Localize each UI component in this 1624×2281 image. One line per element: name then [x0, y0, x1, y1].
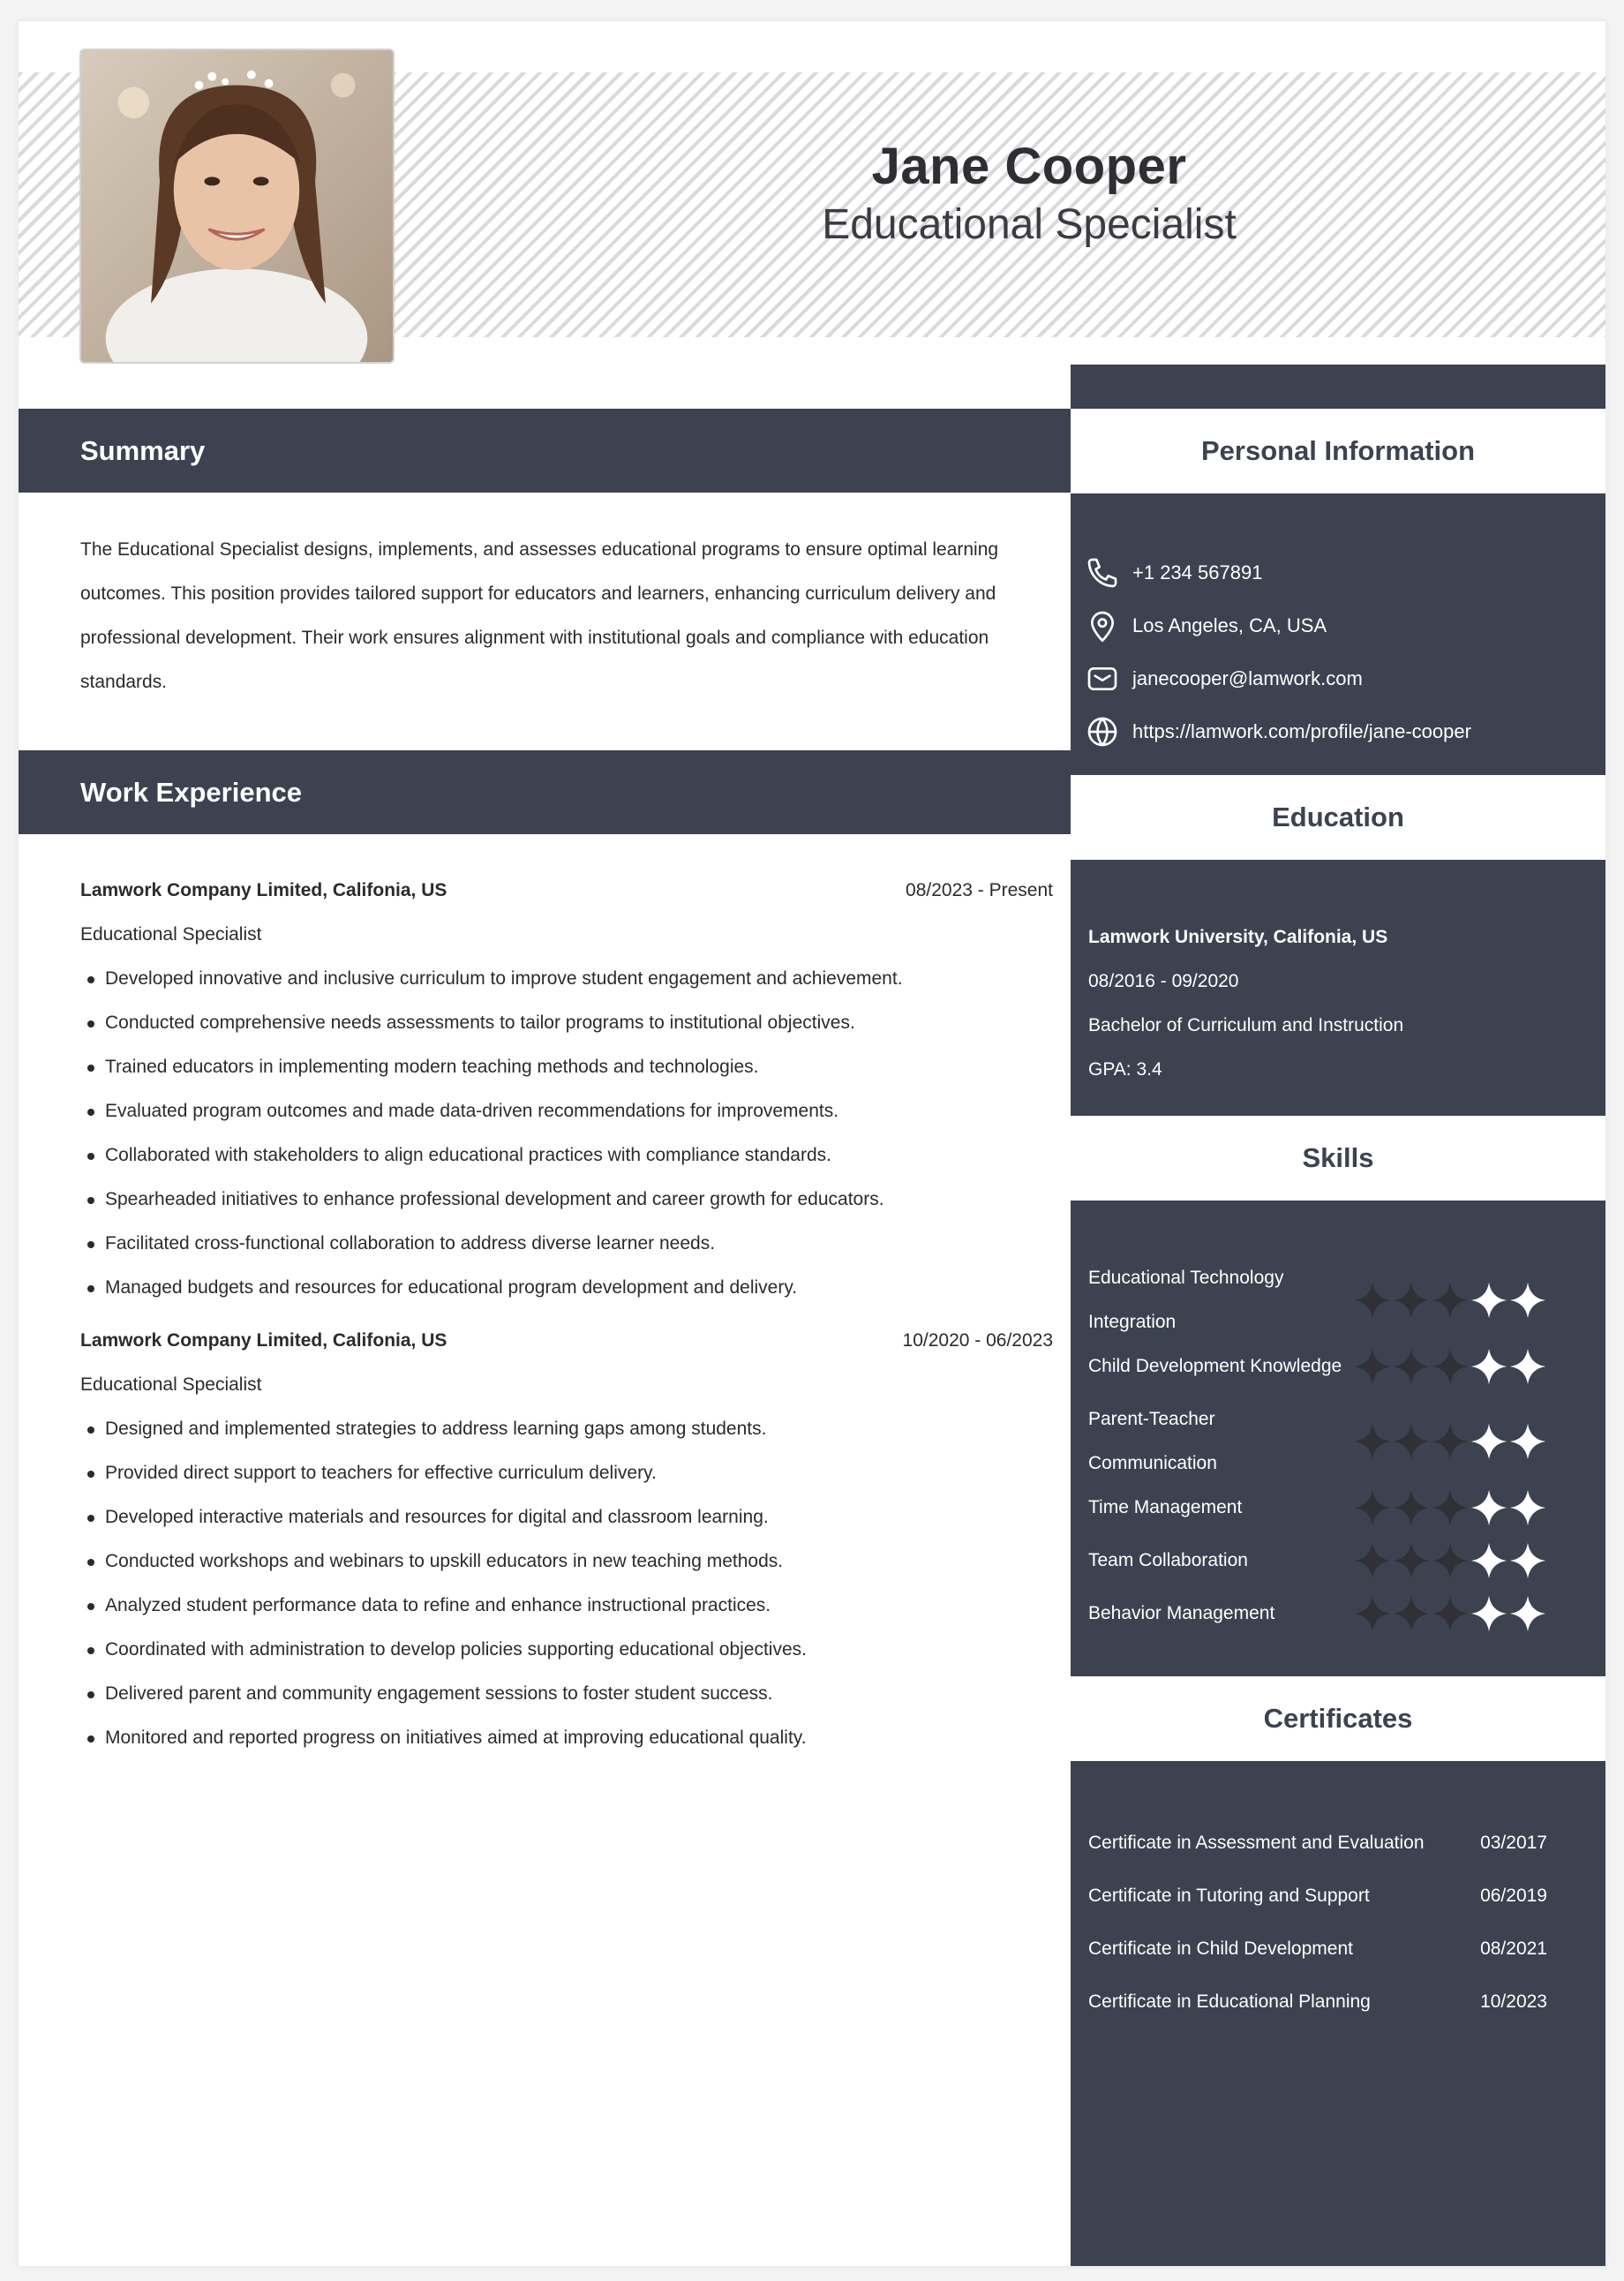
summary-line: The Educational Specialist designs, implements, and assesses educational programs to ensure optimal learning — [80, 539, 999, 560]
mail-icon — [1085, 661, 1120, 696]
contact-phone — [1085, 546, 1262, 599]
certificate-item — [1088, 1817, 1547, 1870]
sidebar — [1071, 365, 1605, 2266]
star-filled-icon — [1392, 1281, 1431, 1320]
list-item: Analyzed student performance data to refine and enhance instructional practices. — [80, 1584, 1053, 1628]
list-item: Designed and implemented strategies to address learning gaps among students. — [80, 1407, 1053, 1451]
certificate-item — [1088, 1976, 1547, 2029]
certificate-name: Certificate in Child Development — [1088, 1938, 1353, 1959]
education-school: Lamwork University, Califonia, US — [1088, 927, 1388, 947]
summary-line: outcomes. This position provides tailored support for educators and learners, enhancing curriculum delivery and — [80, 583, 996, 604]
job-role: Educational Specialist — [80, 1374, 262, 1395]
skill-item — [1088, 1486, 1591, 1530]
summary-heading: Summary — [19, 409, 1071, 493]
skill-rating — [1353, 1422, 1547, 1461]
skill-name-line: Educational Technology — [1088, 1268, 1284, 1288]
globe-icon — [1085, 714, 1120, 749]
summary-line: standards. — [80, 672, 168, 692]
star-empty-icon — [1470, 1422, 1508, 1461]
full-name: Jane Cooper — [871, 138, 1187, 195]
website-value[interactable]: https://lamwork.com/profile/jane-cooper — [1132, 720, 1471, 742]
skill-name — [1088, 1397, 1353, 1486]
list-item: Evaluated program outcomes and made data-driven recommendations for improvements. — [80, 1089, 1053, 1133]
star-filled-icon — [1353, 1594, 1392, 1633]
certificate-name: Certificate in Educational Planning — [1088, 1991, 1371, 2012]
skill-name-line: Team Collaboration — [1088, 1550, 1248, 1570]
job-dates: 10/2020 - 06/2023 — [902, 1330, 1053, 1351]
resume-page — [19, 21, 1605, 2266]
education-details — [1088, 915, 1403, 1092]
certificate-date: 08/2021 — [1480, 1938, 1547, 1959]
job-title: Educational Specialist — [822, 201, 1237, 248]
skill-name — [1088, 1539, 1353, 1583]
work-experience-heading: Work Experience — [19, 750, 1071, 834]
education-degree: Bachelor of Curriculum and Instruction — [1088, 1015, 1404, 1035]
skill-item — [1088, 1592, 1591, 1636]
star-empty-icon — [1508, 1594, 1547, 1633]
certificate-item — [1088, 1923, 1547, 1976]
job-entry-1 — [80, 869, 1053, 1310]
job-company: Lamwork Company Limited, Califonia, US — [80, 880, 447, 900]
star-filled-icon — [1353, 1347, 1392, 1386]
star-filled-icon — [1353, 1422, 1392, 1461]
skill-name-line: Behavior Management — [1088, 1603, 1275, 1623]
skill-item — [1088, 1397, 1591, 1486]
job-bullets — [80, 1407, 1053, 1760]
star-empty-icon — [1508, 1488, 1547, 1527]
skill-item — [1088, 1344, 1591, 1389]
star-filled-icon — [1431, 1281, 1470, 1320]
certificate-item — [1088, 1870, 1547, 1923]
list-item: Conducted workshops and webinars to upskill educators in new teaching methods. — [80, 1539, 1053, 1584]
skill-name — [1088, 1486, 1353, 1530]
skill-rating — [1353, 1347, 1547, 1386]
list-item: Monitored and reported progress on initiatives aimed at improving educational quality. — [80, 1716, 1053, 1760]
name-block — [513, 136, 1545, 252]
list-item: Spearheaded initiatives to enhance professional development and career growth for educators. — [80, 1178, 1053, 1222]
skill-name — [1088, 1592, 1353, 1636]
contact-email — [1085, 652, 1363, 705]
list-item: Delivered parent and community engagement sessions to foster student success. — [80, 1672, 1053, 1716]
certificate-name: Certificate in Assessment and Evaluation — [1088, 1833, 1425, 1853]
skill-name-line: Integration — [1088, 1312, 1177, 1332]
star-empty-icon — [1508, 1347, 1547, 1386]
job-dates: 08/2023 - Present — [906, 880, 1053, 900]
summary-line: professional development. Their work ensures alignment with institutional goals and compliance with education — [80, 628, 989, 648]
list-item: Coordinated with administration to develop policies supporting educational objectives. — [80, 1628, 1053, 1672]
skill-rating — [1353, 1281, 1547, 1320]
star-empty-icon — [1470, 1488, 1508, 1527]
skill-rating — [1353, 1541, 1547, 1580]
star-empty-icon — [1470, 1594, 1508, 1633]
job-company: Lamwork Company Limited, Califonia, US — [80, 1330, 447, 1351]
skill-rating — [1353, 1594, 1547, 1633]
phone-value: +1 234 567891 — [1132, 561, 1263, 583]
star-filled-icon — [1392, 1594, 1431, 1633]
skill-name — [1088, 1344, 1353, 1389]
skill-name-line: Communication — [1088, 1453, 1217, 1473]
star-filled-icon — [1431, 1488, 1470, 1527]
star-empty-icon — [1508, 1281, 1547, 1320]
star-filled-icon — [1353, 1281, 1392, 1320]
education-gpa: GPA: 3.4 — [1088, 1059, 1162, 1080]
skill-rating — [1353, 1488, 1547, 1527]
location-value: Los Angeles, CA, USA — [1132, 614, 1327, 636]
skill-name — [1088, 1256, 1353, 1344]
skill-item — [1088, 1256, 1591, 1344]
education-heading: Education — [1071, 775, 1605, 860]
certificate-name: Certificate in Tutoring and Support — [1088, 1886, 1370, 1906]
job-entry-2 — [80, 1319, 1053, 1760]
profile-photo — [79, 49, 395, 364]
phone-icon — [1085, 555, 1120, 591]
job-bullets — [80, 957, 1053, 1310]
skill-name-line: Parent-Teacher — [1088, 1409, 1215, 1429]
skill-item — [1088, 1539, 1591, 1583]
certificate-date: 03/2017 — [1480, 1833, 1547, 1853]
skills-heading: Skills — [1071, 1116, 1605, 1201]
skill-name-line: Time Management — [1088, 1497, 1243, 1517]
star-empty-icon — [1470, 1347, 1508, 1386]
contact-website — [1085, 705, 1471, 758]
contact-location — [1085, 599, 1327, 652]
list-item: Collaborated with stakeholders to align educational practices with compliance standards. — [80, 1133, 1053, 1178]
star-empty-icon — [1508, 1541, 1547, 1580]
star-filled-icon — [1431, 1594, 1470, 1633]
location-pin-icon — [1085, 608, 1120, 644]
personal-info-heading: Personal Information — [1071, 409, 1605, 493]
star-filled-icon — [1392, 1541, 1431, 1580]
star-empty-icon — [1508, 1422, 1547, 1461]
list-item: Developed innovative and inclusive curriculum to improve student engagement and achievement. — [80, 957, 1053, 1001]
star-filled-icon — [1392, 1422, 1431, 1461]
education-dates: 08/2016 - 09/2020 — [1088, 971, 1239, 991]
list-item: Conducted comprehensive needs assessments to tailor programs to institutional objectives. — [80, 1001, 1053, 1045]
star-empty-icon — [1470, 1541, 1508, 1580]
job-role: Educational Specialist — [80, 924, 262, 945]
skill-name-line: Child Development Knowledge — [1088, 1356, 1342, 1376]
email-value[interactable]: janecooper@lamwork.com — [1132, 667, 1363, 689]
list-item: Facilitated cross-functional collaboration to address diverse learner needs. — [80, 1222, 1053, 1266]
star-filled-icon — [1392, 1347, 1431, 1386]
star-filled-icon — [1353, 1488, 1392, 1527]
certificate-date: 10/2023 — [1480, 1991, 1547, 2012]
certificates-heading: Certificates — [1071, 1676, 1605, 1761]
list-item: Developed interactive materials and resources for digital and classroom learning. — [80, 1495, 1053, 1539]
certificate-date: 06/2019 — [1480, 1886, 1547, 1906]
star-empty-icon — [1470, 1281, 1508, 1320]
list-item: Provided direct support to teachers for effective curriculum delivery. — [80, 1451, 1053, 1495]
summary-text — [80, 528, 1042, 704]
star-filled-icon — [1353, 1541, 1392, 1580]
list-item: Trained educators in implementing modern teaching methods and technologies. — [80, 1045, 1053, 1089]
star-filled-icon — [1431, 1422, 1470, 1461]
list-item: Managed budgets and resources for educational program development and delivery. — [80, 1266, 1053, 1310]
star-filled-icon — [1431, 1541, 1470, 1580]
star-filled-icon — [1431, 1347, 1470, 1386]
star-filled-icon — [1392, 1488, 1431, 1527]
